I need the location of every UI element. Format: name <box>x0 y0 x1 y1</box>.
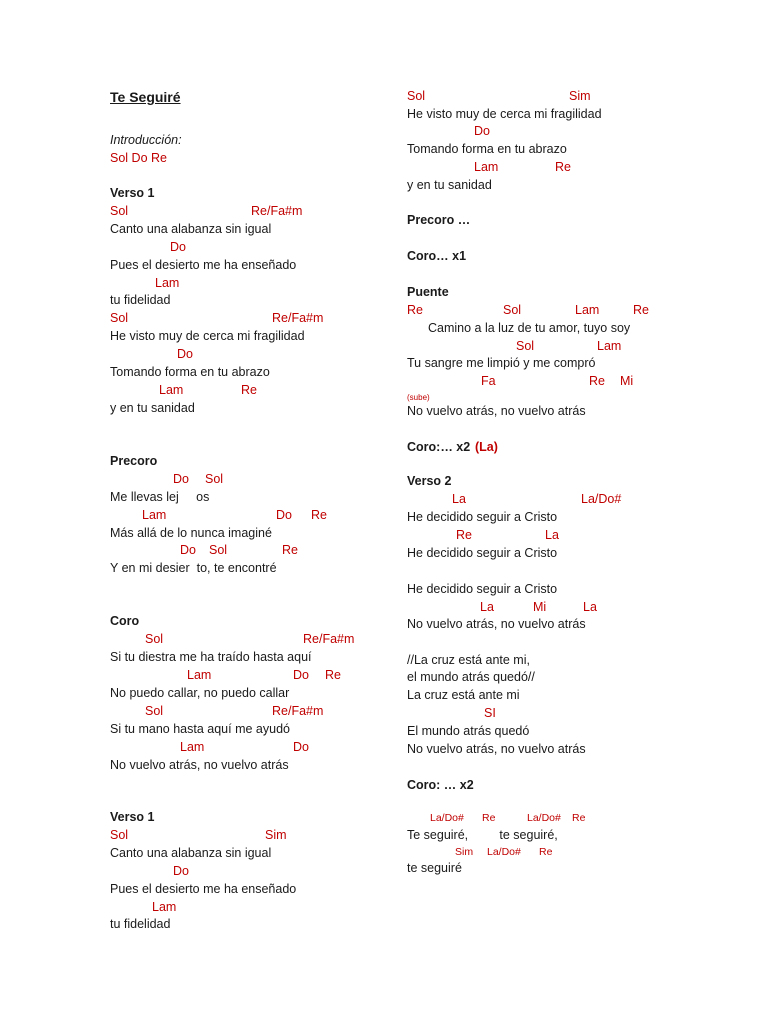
chord-line: La/Do# <box>527 812 561 824</box>
chord-line: Re <box>633 303 649 317</box>
chord-line: Re <box>589 374 605 388</box>
chord-line: Re <box>282 543 298 557</box>
lyric-line: tu fidelidad <box>110 293 171 307</box>
section-heading: Coro:… x2 <box>407 440 471 454</box>
key-label: (La) <box>475 440 498 454</box>
chord-line: Do <box>474 124 490 138</box>
lyric-line: el mundo atrás quedó// <box>407 670 535 684</box>
section-heading: Coro <box>110 614 140 628</box>
chord-line: Do <box>170 240 186 254</box>
lyric-line: No vuelvo atrás, no vuelvo atrás <box>407 742 586 756</box>
section-heading: Verso 1 <box>110 186 155 200</box>
lyric-line: He visto muy de cerca mi fragilidad <box>407 107 602 121</box>
chord-line: Do <box>293 740 309 754</box>
lyric-line: No vuelvo atrás, no vuelvo atrás <box>407 617 586 631</box>
chord-line: Sol <box>110 311 129 325</box>
chord-line: Re/Fa#m <box>272 704 324 718</box>
chord-line: Lam <box>187 668 212 682</box>
chord-line: La <box>452 492 466 506</box>
chord-line: Mi <box>533 600 547 614</box>
chord-line: La <box>480 600 494 614</box>
chord-line: Re/Fa#m <box>272 311 324 325</box>
chord-line: Sol <box>110 204 129 218</box>
chord-line: Lam <box>152 900 177 914</box>
chord-line: Sim <box>455 846 474 858</box>
chord-line: Re <box>572 812 586 824</box>
lyric-line: He visto muy de cerca mi fragilidad <box>110 329 305 343</box>
chord-line: SI <box>484 706 496 720</box>
chord-line: Sol <box>209 543 228 557</box>
chord-line: Lam <box>155 276 180 290</box>
chord-line: Fa <box>481 374 496 388</box>
chord-line: La/Do# <box>581 492 622 506</box>
chord-line: Lam <box>180 740 205 754</box>
section-heading: Precoro <box>110 454 158 468</box>
lyric-line: Pues el desierto me ha enseñado <box>110 258 297 272</box>
lyric-line: Si tu mano hasta aquí me ayudó <box>110 722 290 736</box>
section-heading: Puente <box>407 285 449 299</box>
lyric-line: Canto una alabanza sin igual <box>110 846 272 860</box>
section-heading: Coro: … x2 <box>407 778 474 792</box>
chord-line: Do <box>177 347 193 361</box>
chord-line: Sol <box>110 828 129 842</box>
lyric-line: Tomando forma en tu abrazo <box>407 142 567 156</box>
chord-line: Re <box>539 846 553 858</box>
chord-line: La/Do# <box>430 812 464 824</box>
chord-line: Lam <box>142 508 167 522</box>
lyric-line: No vuelvo atrás, no vuelvo atrás <box>110 758 289 772</box>
chord-line: Do <box>173 864 189 878</box>
section-heading: Verso 1 <box>110 810 155 824</box>
chord-line: Sim <box>569 89 591 103</box>
chord-line: Do <box>293 668 309 682</box>
lyric-line: He decidido seguir a Cristo <box>407 510 558 524</box>
lyric-line: Tomando forma en tu abrazo <box>110 365 270 379</box>
chord-line: Do <box>276 508 292 522</box>
chord-line: Re <box>311 508 327 522</box>
chord-line: La/Do# <box>487 846 521 858</box>
section-heading: Verso 2 <box>407 474 452 488</box>
chord-line: Mi <box>620 374 634 388</box>
lyric-line: Y en mi desier to, te encontré <box>110 561 277 575</box>
chord-line: Lam <box>575 303 600 317</box>
note-label: (sube) <box>407 393 430 402</box>
chord-line: Re <box>482 812 496 824</box>
chord-line: Sol <box>407 89 426 103</box>
chord-line: Sol <box>145 704 164 718</box>
section-heading: Coro… x1 <box>407 249 467 263</box>
lyric-line: No vuelvo atrás, no vuelvo atrás <box>407 404 586 418</box>
chord-line: Do <box>173 472 189 486</box>
chord-line: Lam <box>474 160 499 174</box>
lyric-line: te seguiré <box>407 861 462 875</box>
lyric-line: Me llevas lej os <box>110 490 210 504</box>
chord-line: Do <box>180 543 196 557</box>
section-label: Introducción: <box>110 133 182 147</box>
chord-line: Re/Fa#m <box>251 204 303 218</box>
lyric-line: Camino a la luz de tu amor, tuyo soy <box>428 321 631 335</box>
chord-line: Re <box>407 303 423 317</box>
lyric-line: Más allá de lo nunca imaginé <box>110 526 272 540</box>
section-heading: Precoro … <box>407 213 471 227</box>
chord-line: Sol <box>205 472 224 486</box>
lyric-line: Si tu diestra me ha traído hasta aquí <box>110 650 312 664</box>
chord-line: Sol <box>503 303 522 317</box>
chord-line: Sim <box>265 828 287 842</box>
lyric-line: No puedo callar, no puedo callar <box>110 686 290 700</box>
lyric-line: Te seguiré, te seguiré, <box>407 828 558 842</box>
chord-line: Lam <box>159 383 184 397</box>
chord-line: Sol <box>145 632 164 646</box>
lyric-line: He decidido seguir a Cristo <box>407 582 558 596</box>
lyric-line: Pues el desierto me ha enseñado <box>110 882 297 896</box>
lyric-line: y en tu sanidad <box>407 178 492 192</box>
chord-line: Re <box>555 160 571 174</box>
song-title: Te Seguiré <box>110 89 181 105</box>
lyric-line: El mundo atrás quedó <box>407 724 530 738</box>
chord-line: Sol Do Re <box>110 151 167 165</box>
lyric-line: Tu sangre me limpió y me compró <box>407 356 596 370</box>
lyric-line: y en tu sanidad <box>110 401 195 415</box>
lyric-line: Canto una alabanza sin igual <box>110 222 272 236</box>
lyric-line: La cruz está ante mi <box>407 688 520 702</box>
chord-line: Sol <box>516 339 535 353</box>
chord-line: Re <box>456 528 472 542</box>
chord-line: Re <box>325 668 341 682</box>
lyric-line: tu fidelidad <box>110 917 171 931</box>
chord-line: Re <box>241 383 257 397</box>
chord-line: La <box>583 600 597 614</box>
chord-line: La <box>545 528 559 542</box>
lyric-line: He decidido seguir a Cristo <box>407 546 558 560</box>
lyric-line: //La cruz está ante mi, <box>407 653 530 667</box>
chord-line: Re/Fa#m <box>303 632 355 646</box>
chord-line: Lam <box>597 339 622 353</box>
